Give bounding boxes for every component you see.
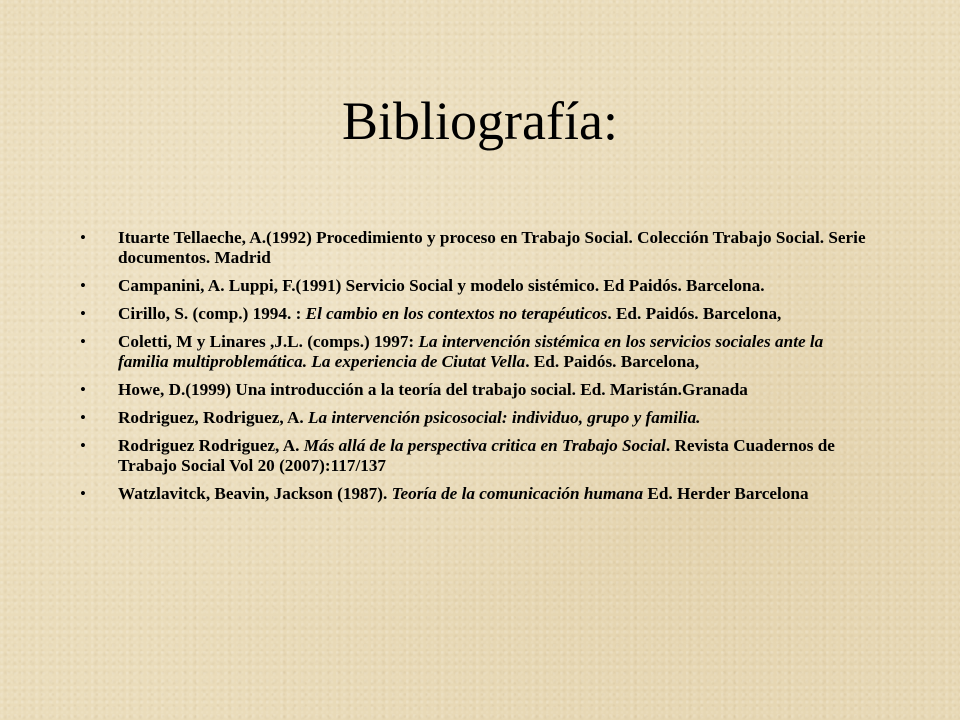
bullet-icon: •: [80, 436, 86, 455]
reference-text: Campanini, A. Luppi, F.(1991) Servicio Social y modelo sistémico. Ed Paidós. Barcelona.: [118, 276, 765, 295]
bibliography-item: [78, 380, 868, 400]
bullet-icon: •: [80, 332, 86, 351]
reference-title-italic: Más allá de la perspectiva critica en Trabajo Social: [303, 436, 666, 455]
reference-title-italic: El cambio en los contextos no terapéuticos: [305, 304, 608, 323]
reference-text-after: . Revista Cuadernos de Trabajo Social Vol 20 (2007):117/137: [118, 436, 835, 475]
reference-text: Ituarte Tellaeche, A.(1992) Procedimiento y proceso en Trabajo Social. Colección Trabajo Social. Serie documentos. Madrid: [118, 228, 866, 267]
bullet-icon: •: [80, 484, 86, 503]
bibliography-item: [78, 276, 868, 296]
bibliography-item: [78, 484, 868, 504]
bibliography-item: [78, 304, 868, 324]
reference-title-italic: Teoría de la comunicación humana: [391, 484, 644, 503]
reference-text: Coletti, M y Linares ,J.L. (comps.) 1997:: [118, 332, 419, 351]
bullet-icon: •: [80, 304, 86, 323]
bullet-icon: •: [80, 276, 86, 295]
bibliography-item: [78, 332, 868, 372]
reference-text-after: . Ed. Paidós. Barcelona,: [525, 352, 700, 371]
reference-text: Rodriguez Rodriguez, A.: [118, 436, 304, 455]
reference-text-after: . Ed. Paidós. Barcelona,: [607, 304, 782, 323]
bibliography-item: [78, 436, 868, 476]
reference-text: Cirillo, S. (comp.) 1994. :: [118, 304, 306, 323]
reference-title-italic: La intervención psicosocial: individuo, grupo y familia.: [308, 408, 701, 427]
slide-title: Bibliografía:: [342, 91, 618, 151]
bullet-icon: •: [80, 228, 86, 247]
bibliography-item: [78, 408, 868, 428]
reference-text: Watzlavitck, Beavin, Jackson (1987).: [118, 484, 392, 503]
bibliography-list: [78, 228, 868, 512]
bibliography-item: [78, 228, 868, 268]
reference-title-italic: La intervención sistémica en los servicios sociales ante la familia multiproblemática. La experiencia de Ciutat Vella: [118, 332, 824, 371]
bullet-icon: •: [80, 408, 86, 427]
bullet-icon: •: [80, 380, 86, 399]
reference-text: Howe, D.(1999) Una introducción a la teoría del trabajo social. Ed. Maristán.Granada: [118, 380, 748, 399]
reference-text: Rodriguez, Rodriguez, A.: [118, 408, 309, 427]
reference-text-after: Ed. Herder Barcelona: [643, 484, 809, 503]
